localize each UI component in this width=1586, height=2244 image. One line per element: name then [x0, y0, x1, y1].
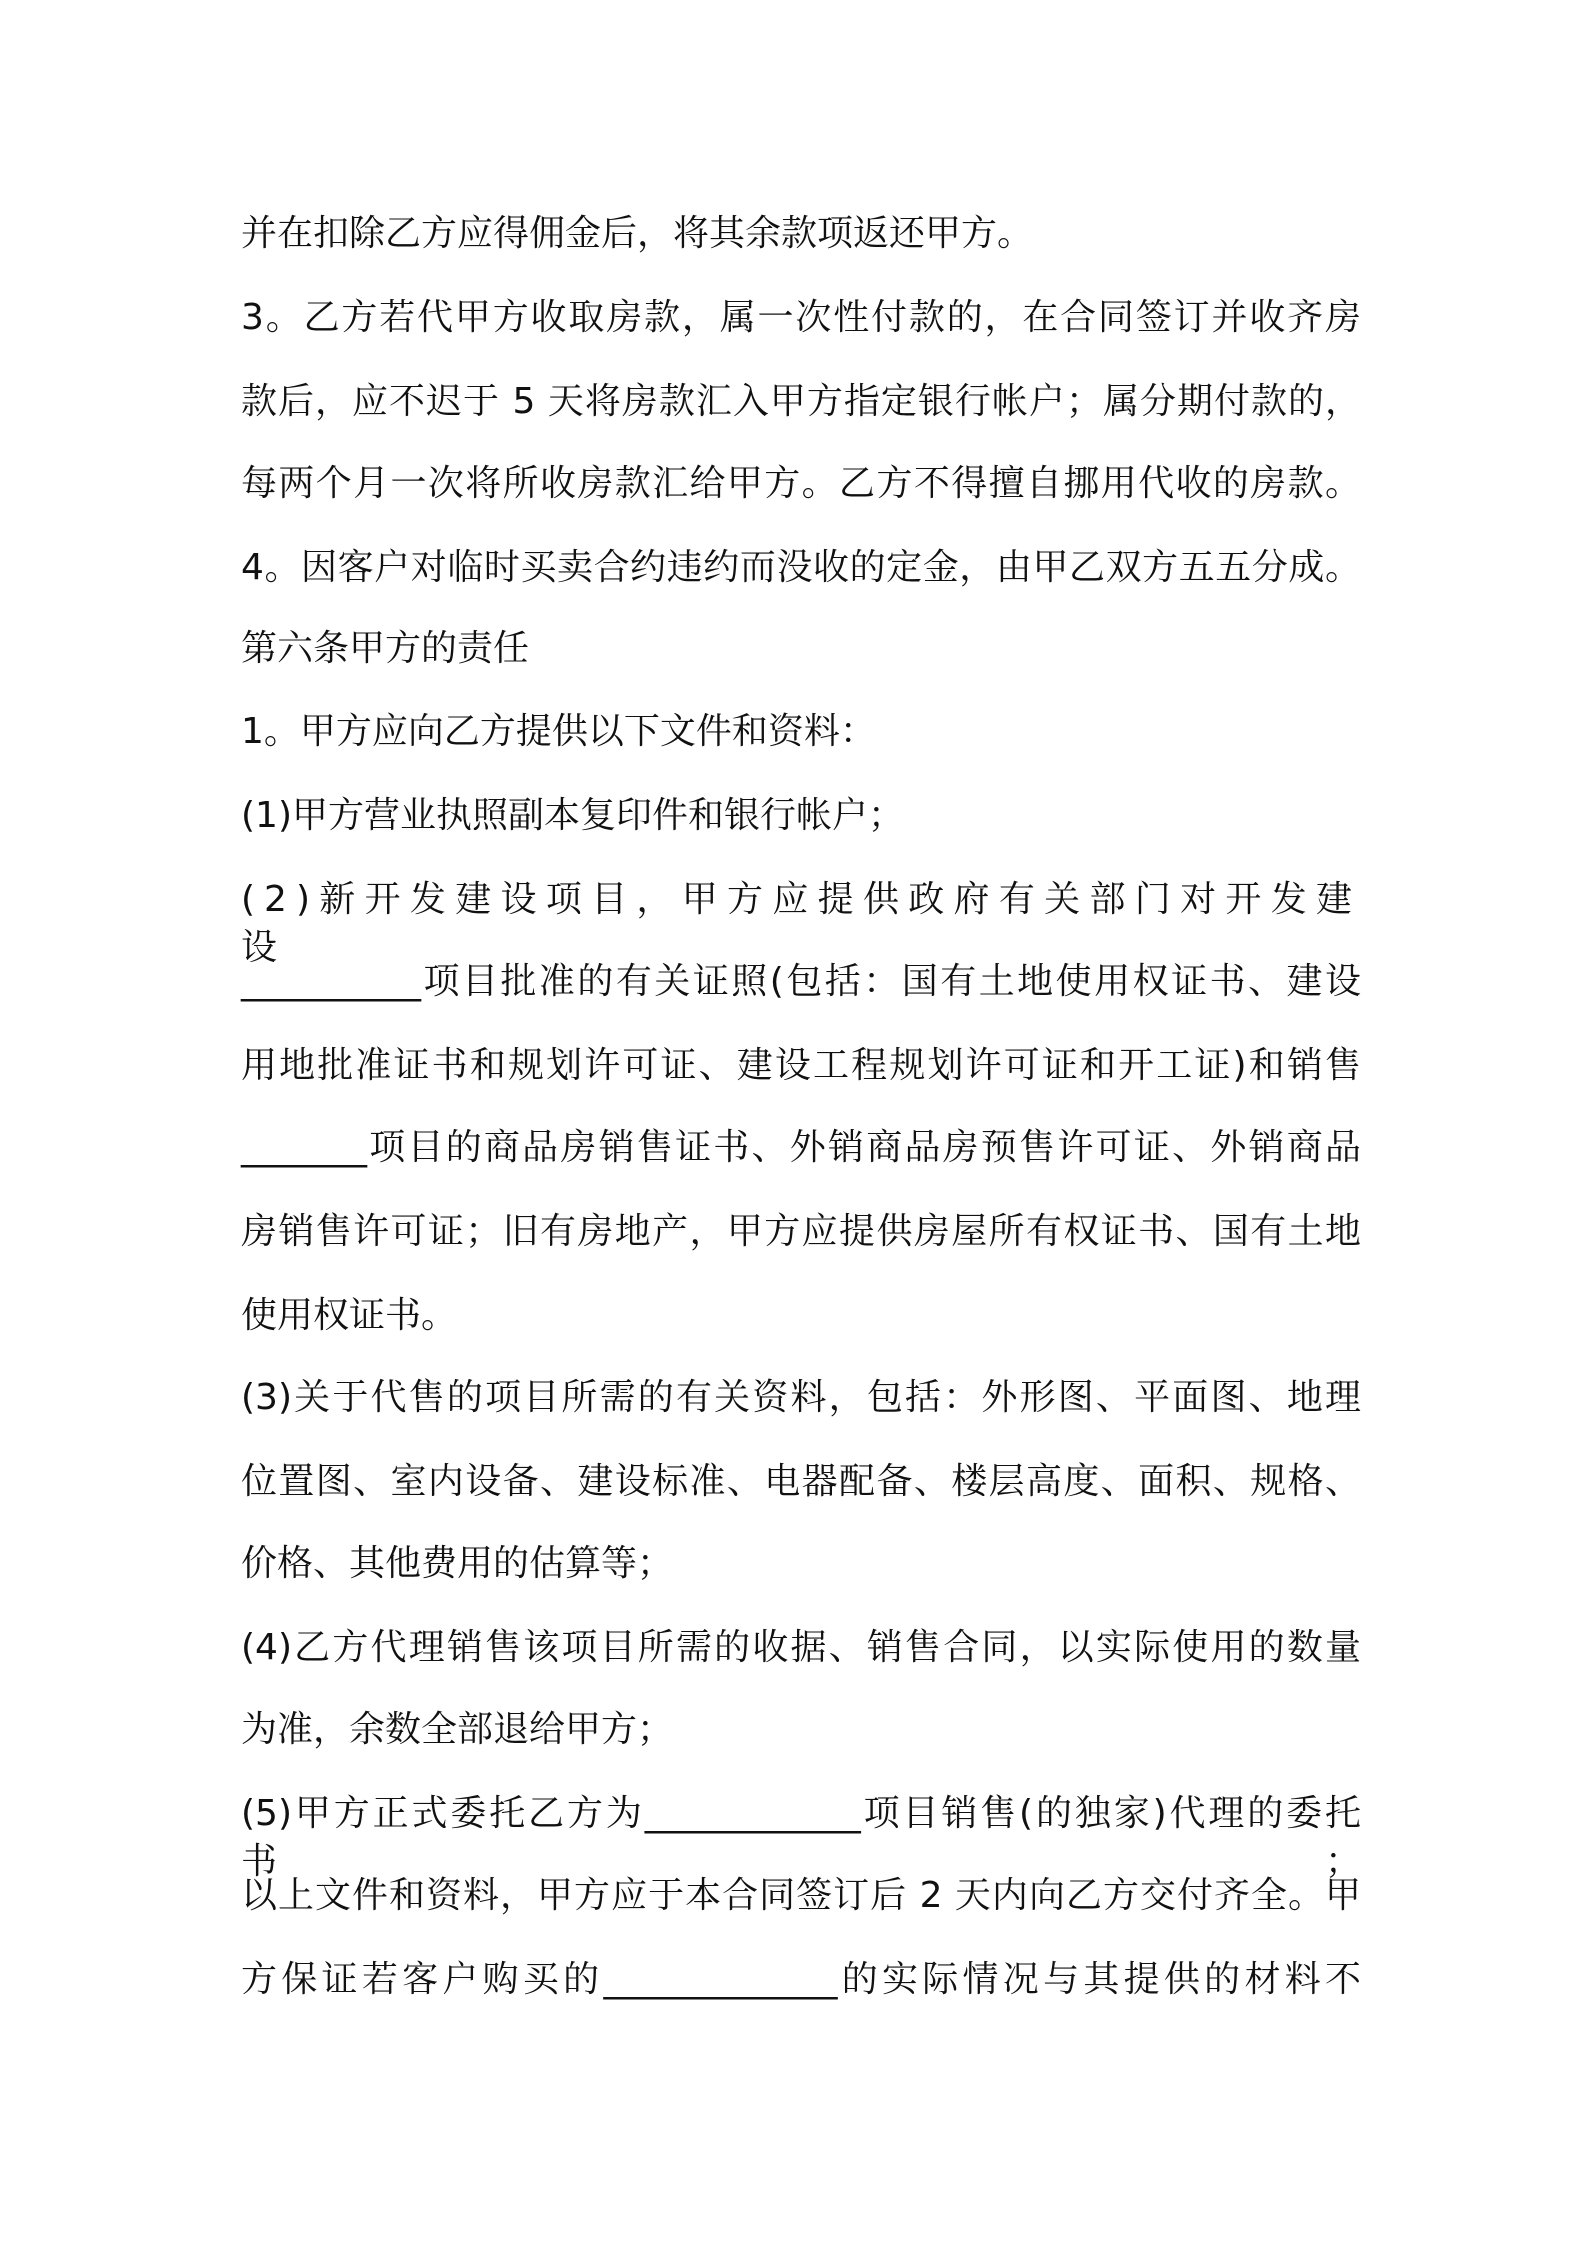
- text-line: 款后，应不迟于 5 天将房款汇入甲方指定银行帐户；属分期付款的，: [241, 381, 1361, 422]
- text-line: 每两个月一次将所收房款汇给甲方。乙方不得擅自挪用代收的房款。: [241, 463, 1361, 504]
- text-line: (2)新开发建设项目，甲方应提供政府有关部门对开发建设: [241, 879, 1361, 968]
- text-line: (3)关于代售的项目所需的有关资料，包括：外形图、平面图、地理: [241, 1377, 1361, 1418]
- text-line: (4)乙方代理销售该项目所需的收据、销售合同，以实际使用的数量: [241, 1627, 1361, 1668]
- text-line: __________项目批准的有关证照(包括：国有土地使用权证书、建设: [241, 961, 1361, 1002]
- text-line: 位置图、室内设备、建设标准、电器配备、楼层高度、面积、规格、: [241, 1461, 1361, 1502]
- text-line: 4。因客户对临时买卖合约违约而没收的定金，由甲乙双方五五分成。: [241, 547, 1361, 588]
- text-line: 以上文件和资料，甲方应于本合同签订后 2 天内向乙方交付齐全。甲: [241, 1875, 1361, 1916]
- section-heading: 第六条甲方的责任: [241, 628, 530, 669]
- text-line: (5)甲方正式委托乙方为____________项目销售(的独家)代理的委托书；: [241, 1793, 1361, 1882]
- text-line: 使用权证书。: [241, 1295, 458, 1336]
- text-line: 用地批准证书和规划许可证、建设工程规划许可证和开工证)和销售: [241, 1045, 1361, 1086]
- text-line: (1)甲方营业执照副本复印件和银行帐户；: [241, 795, 904, 836]
- text-line: _______项目的商品房销售证书、外销商品房预售许可证、外销商品: [241, 1127, 1361, 1168]
- text-line: 房销售许可证；旧有房地产，甲方应提供房屋所有权证书、国有土地: [241, 1211, 1361, 1252]
- text-line: 3。乙方若代甲方收取房款，属一次性付款的，在合同签订并收齐房: [241, 297, 1361, 338]
- text-line: 价格、其他费用的估算等；: [241, 1543, 674, 1584]
- text-line: 方保证若客户购买的_____________的实际情况与其提供的材料不: [241, 1959, 1361, 2000]
- text-line: 1。甲方应向乙方提供以下文件和资料：: [241, 711, 876, 752]
- text-line: 为准，余数全部退给甲方；: [241, 1709, 674, 1750]
- text-line: 并在扣除乙方应得佣金后，将其余款项返还甲方。: [241, 213, 1034, 254]
